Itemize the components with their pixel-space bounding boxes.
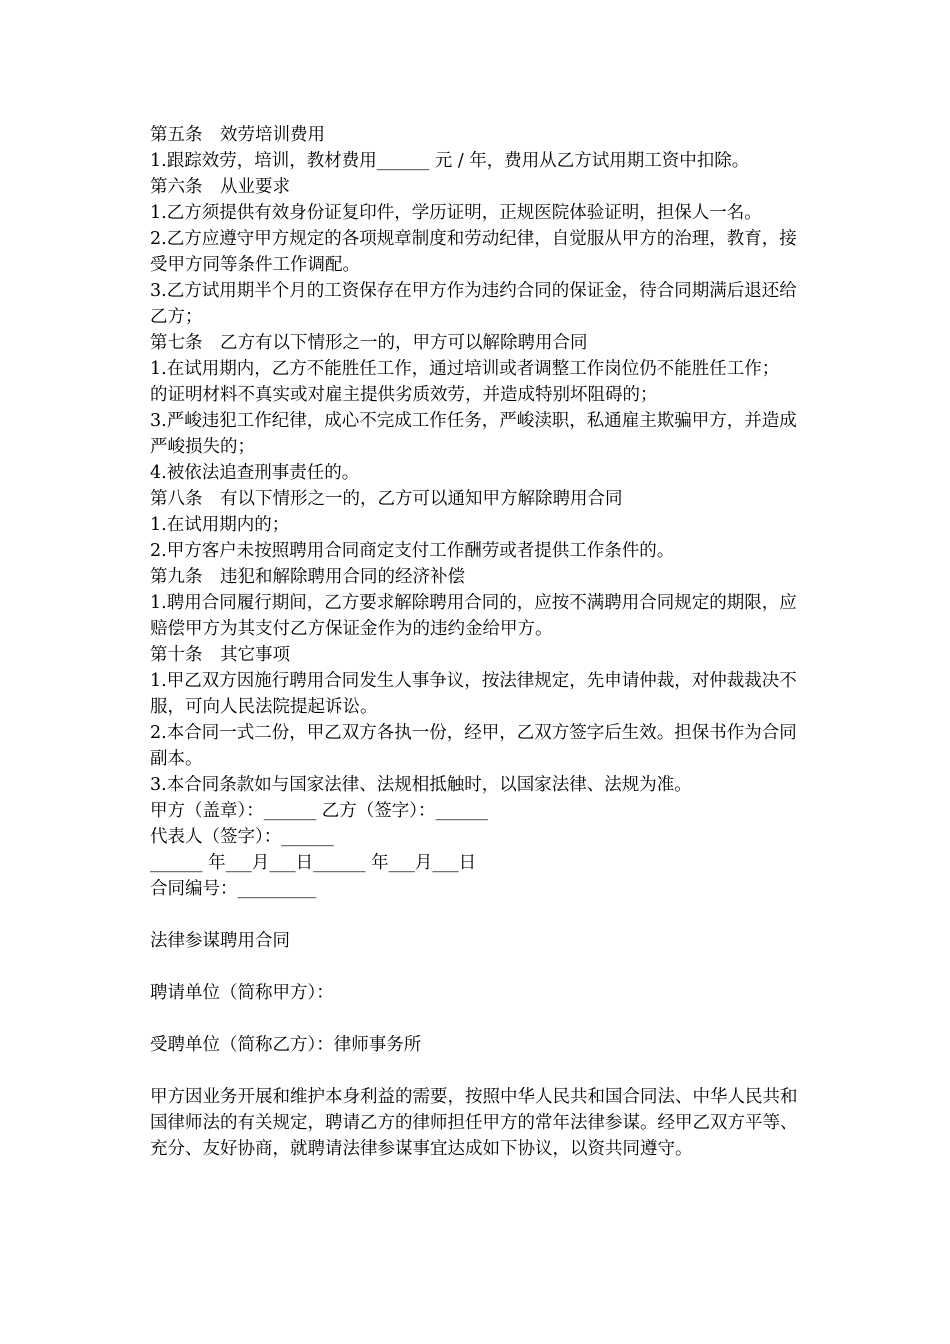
article-6-clause-2: 2.乙方应遵守甲方规定的各项规章制度和劳动纪律，自觉服从甲方的治理，教育，接受甲方同等条件工作调配。 — [150, 229, 797, 275]
article-7-clause-2: 的证明材料不真实或对雇主提供劣质效劳，并造成特别坏阻碍的； — [150, 385, 658, 405]
article-7-clause-4: 4.被依法追查刑事责任的。 — [150, 463, 360, 483]
article-7-heading: 第七条 乙方有以下情形之一的，甲方可以解除聘用合同 — [150, 333, 588, 353]
document-page — [150, 122, 805, 1162]
spacer — [150, 1058, 805, 1084]
article-8-heading: 第八条 有以下情形之一的，乙方可以通知甲方解除聘用合同 — [150, 489, 623, 509]
second-contract-party-a: 聘请单位（简称甲方）： — [150, 983, 334, 1003]
article-6-clause-3: 3.乙方试用期半个月的工资保存在甲方作为违约合同的保证金，待合同期满后退还给乙方； — [150, 281, 797, 327]
second-contract-party-b: 受聘单位（简称乙方）：律师事务所 — [150, 1035, 422, 1055]
article-7-clause-1: 1.在试用期内，乙方不能胜任工作，通过培训或者调整工作岗位仍不能胜任工作； — [150, 359, 780, 379]
article-10-clause-3: 3.本合同条款如与国家法律、法规相抵触时，以国家法律、法规为准。 — [150, 775, 692, 795]
article-6-clause-1: 1.乙方须提供有效身份证复印件，学历证明，正规医院体验证明，担保人一名。 — [150, 203, 762, 223]
article-8-clause-1: 1.在试用期内的； — [150, 515, 290, 535]
contract-number: 合同编号：_________ — [150, 879, 317, 899]
second-contract-preamble: 甲方因业务开展和维护本身利益的需要，按照中华人民共和国合同法、中华人民共和国律师法的有关规定，聘请乙方的律师担任甲方的常年法律参谋。经甲乙双方平等、充分、友好协商，就聘请法律参谋事宜达成如下协议，以资共同遵守。 — [150, 1087, 798, 1159]
article-10-heading: 第十条 其它事项 — [150, 645, 290, 665]
article-5-heading: 第五条 效劳培训费用 — [150, 125, 325, 145]
spacer — [150, 954, 805, 980]
article-7-clause-3: 3.严峻违犯工作纪律，成心不完成工作任务，严峻渎职，私通雇主欺骗甲方，并造成严峻损失的； — [150, 411, 797, 457]
signature-representative: 代表人（签字）：______ — [150, 827, 334, 847]
signature-dates: ______ 年___月___日______ 年___月___日 — [150, 853, 477, 873]
article-10-clause-2: 2.本合同一式二份，甲乙双方各执一份，经甲，乙双方签字后生效。担保书作为合同副本。 — [150, 723, 797, 769]
article-8-clause-2: 2.甲方客户未按照聘用合同商定支付工作酬劳或者提供工作条件的。 — [150, 541, 675, 561]
signature-parties: 甲方（盖章）：______ 乙方（签字）：______ — [150, 801, 489, 821]
article-5-clause-1: 1.跟踪效劳，培训，教材费用______ 元 / 年，费用从乙方试用期工资中扣除。 — [150, 151, 750, 171]
article-9-clause-1: 1.聘用合同履行期间，乙方要求解除聘用合同的，应按不满聘用合同规定的期限，应赔偿甲方为其支付乙方保证金作为的违约金给甲方。 — [150, 593, 797, 639]
spacer — [150, 902, 805, 928]
second-contract-title: 法律参谋聘用合同 — [150, 931, 290, 951]
spacer — [150, 1006, 805, 1032]
article-6-heading: 第六条 从业要求 — [150, 177, 290, 197]
article-10-clause-1: 1.甲乙双方因施行聘用合同发生人事争议，按法律规定，先申请仲裁，对仲裁裁决不服，可向人民法院提起诉讼。 — [150, 671, 797, 717]
article-9-heading: 第九条 违犯和解除聘用合同的经济补偿 — [150, 567, 465, 587]
